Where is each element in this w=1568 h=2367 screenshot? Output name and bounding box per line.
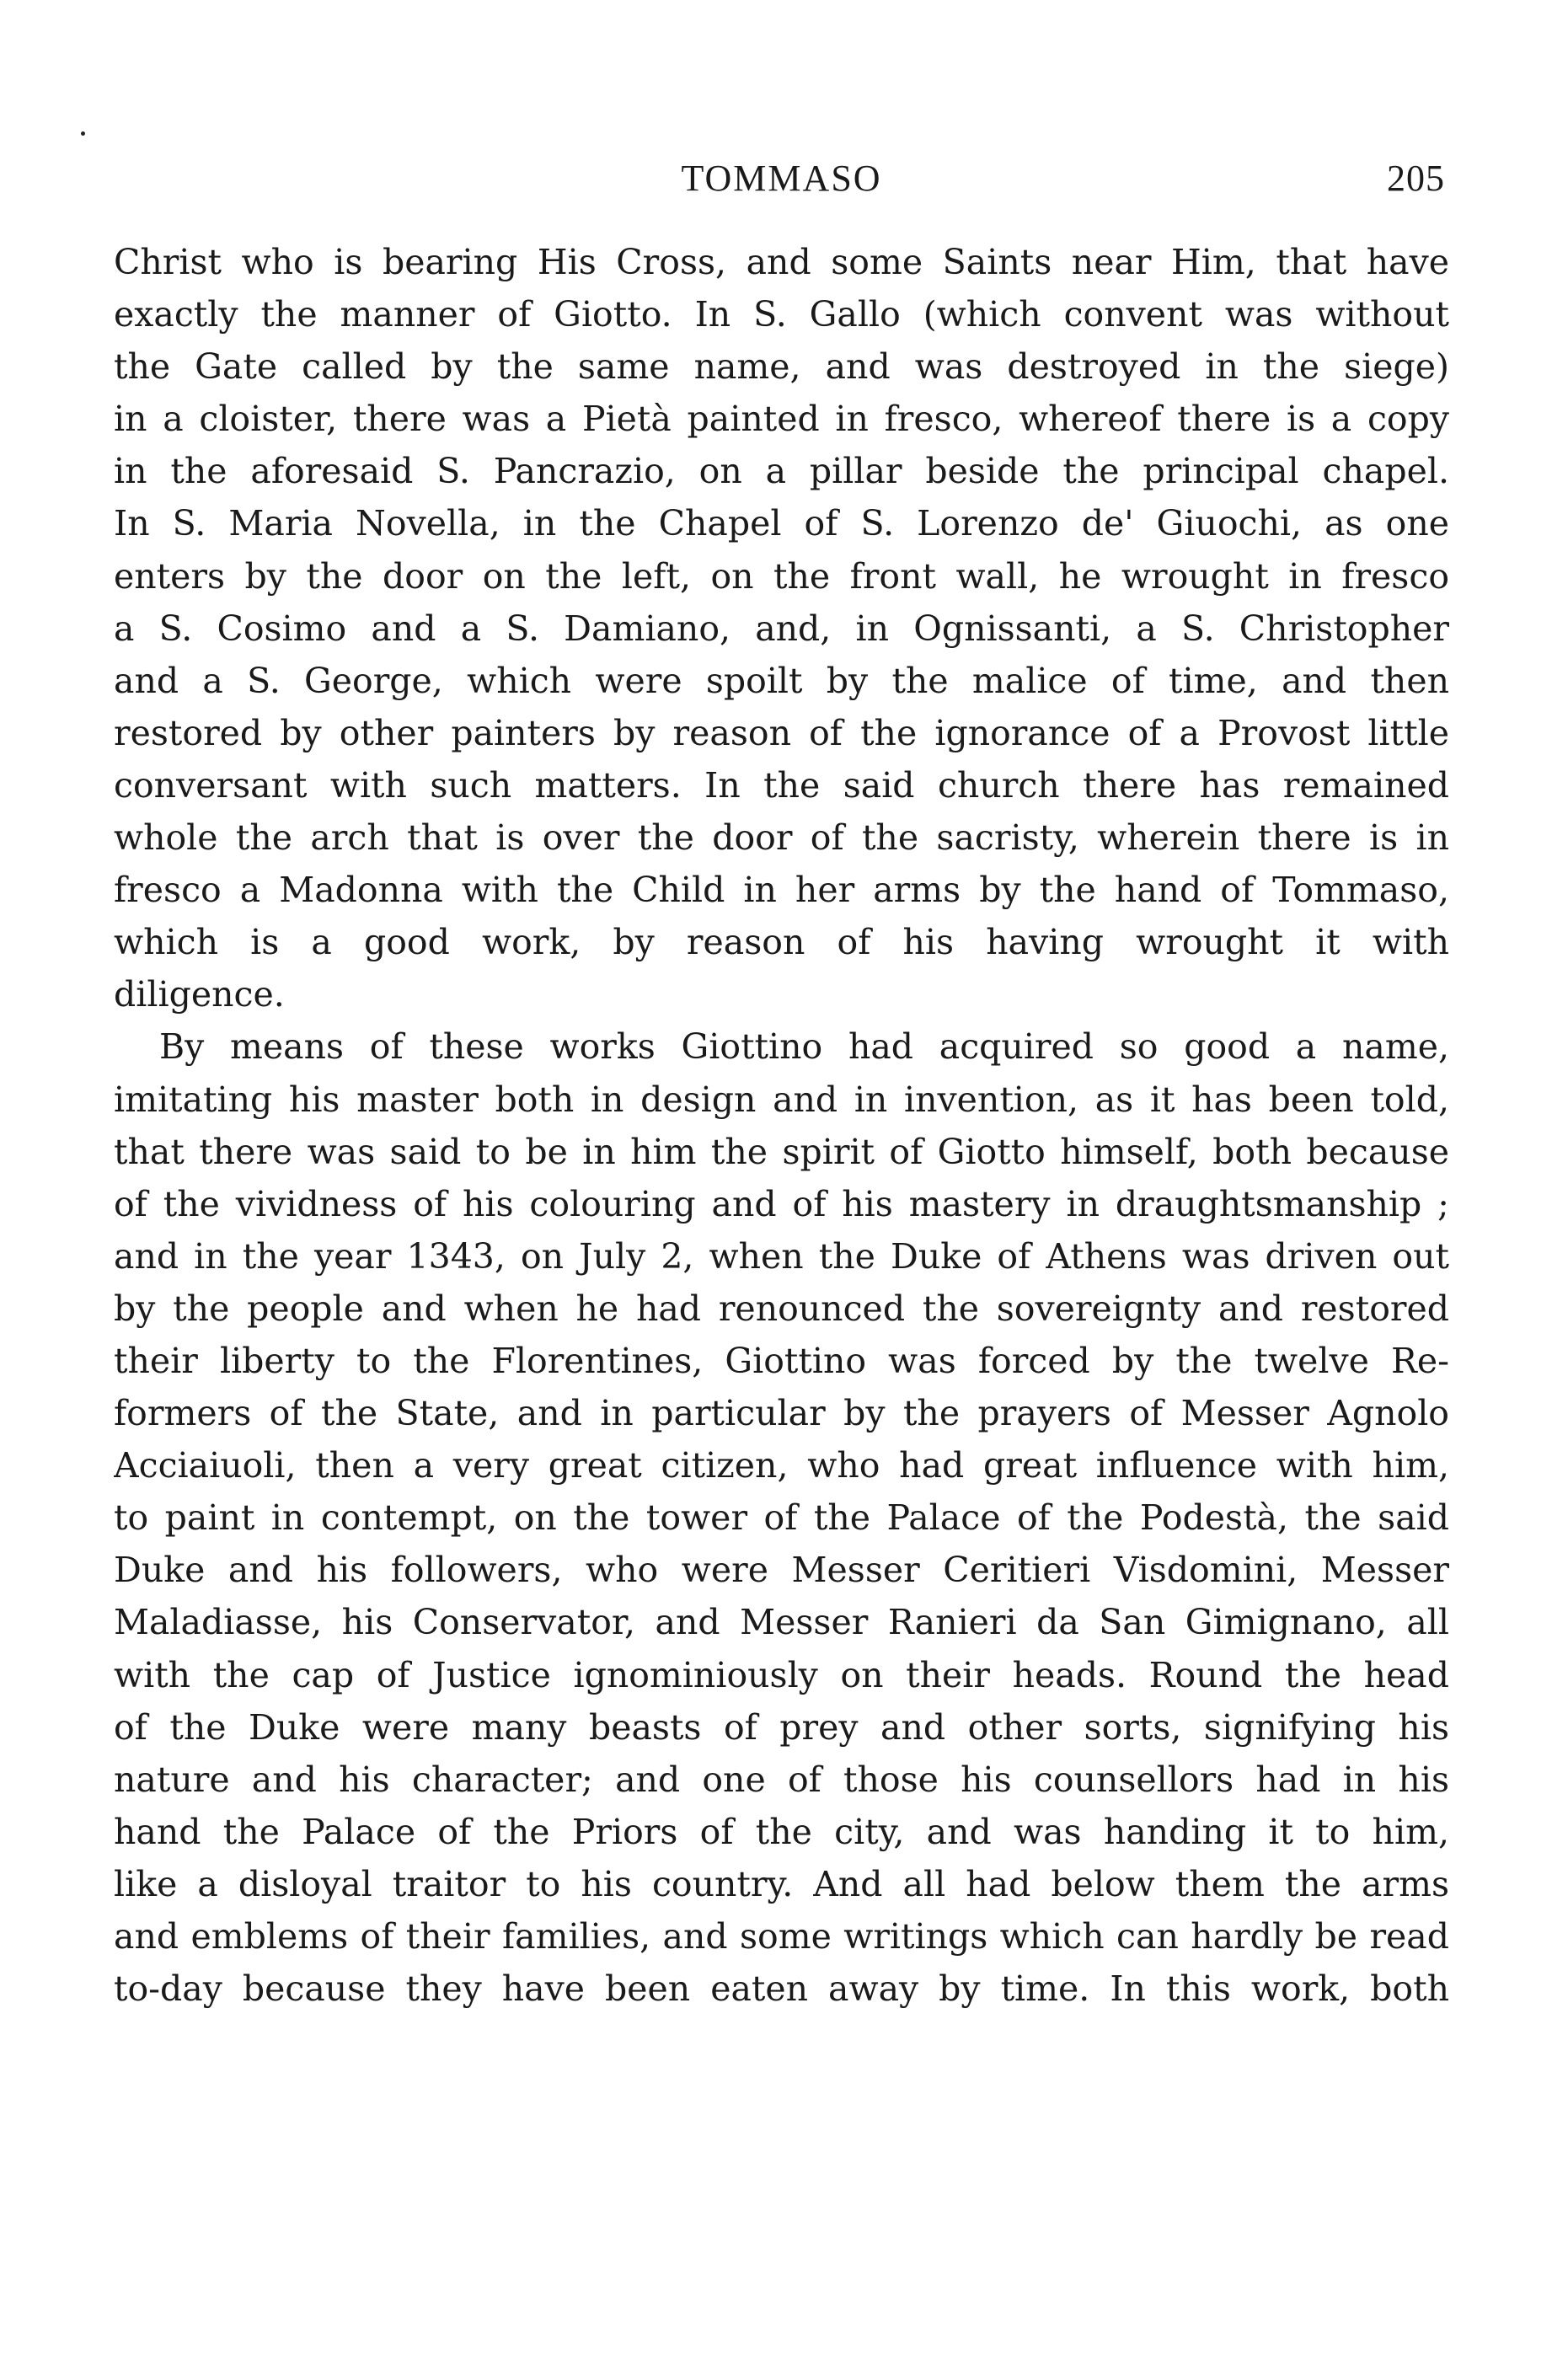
text-line: of the Duke were many beasts of prey and other sorts, signifying his [114,1706,1449,1748]
text-line: nature and his character; and one of those his counsellors had in his [114,1759,1449,1800]
text-line: imitating his master both in design and in invention, as it has been told, [114,1079,1449,1120]
text-line: a S. Cosimo and a S. Damiano, and, in Ognissanti, a S. Christopher [114,608,1449,649]
text-line: Duke and his followers, who were Messer Ceritieri Visdomini, Messer [114,1550,1449,1591]
page-number: 205 [1387,158,1445,199]
text-line: Acciaiuoli, then a very great citizen, who had great influence with him, [114,1445,1449,1486]
text-line: exactly the manner of Giotto. In S. Gallo (which convent was without [114,294,1449,335]
text-line: and a S. George, which were spoilt by the malice of time, and then [114,660,1449,701]
running-title: TOMMASO [681,158,882,199]
text-line: to paint in contempt, on the tower of the Palace of the Podestà, the said [114,1497,1449,1539]
text-line: Maladiasse, his Conservator, and Messer Ranieri da San Gimignano, all [114,1602,1449,1643]
text-line: in the aforesaid S. Pancrazio, on a pillar beside the principal chapel. [114,451,1449,492]
body-text [114,236,1449,2015]
text-line: formers of the State, and in particular by the prayers of Messer Agnolo [114,1393,1449,1434]
text-line: to-day because they have been eaten away by time. In this work, both [114,1968,1449,2010]
stray-ink-mark [81,131,85,136]
text-line: that there was said to be in him the spirit of Giotto himself, both because [114,1131,1449,1172]
text-line: with the cap of Justice ignominiously on their heads. Round the head [114,1654,1449,1695]
running-head [118,153,1445,204]
text-line: whole the arch that is over the door of the sacristy, wherein there is in [114,817,1449,859]
text-line: conversant with such matters. In the said church there has remained [114,764,1449,806]
text-line: in a cloister, there was a Pietà painted in fresco, whereof there is a copy [114,399,1449,440]
text-line: the Gate called by the same name, and was destroyed in the siege) [114,346,1449,388]
text-line: which is a good work, by reason of his having wrought it with [114,922,1449,963]
text-line: By means of these works Giottino had acquired so good a name, [159,1026,1449,1068]
text-line: and in the year 1343, on July 2, when the Duke of Athens was driven out [114,1235,1449,1277]
text-line: and emblems of their families, and some writings which can hardly be read [114,1916,1449,1957]
text-line: like a disloyal traitor to his country. And all had below them the arms [114,1863,1449,1904]
text-line: of the vividness of his colouring and of his mastery in draughtsmanship ; [114,1183,1449,1224]
text-line: by the people and when he had renounced the sovereignty and restored [114,1288,1449,1329]
text-line: hand the Palace of the Priors of the city, and was handing it to him, [114,1811,1449,1852]
text-line: enters by the door on the left, on the front wall, he wrought in fresco [114,555,1449,597]
text-line: Christ who is bearing His Cross, and some Saints near Him, that have [114,242,1449,282]
text-line: fresco a Madonna with the Child in her arms by the hand of Tommaso, [114,870,1449,911]
text-line: diligence. [114,974,285,1015]
text-line: In S. Maria Novella, in the Chapel of S. Lorenzo de' Giuochi, as one [114,503,1449,544]
text-line: restored by other painters by reason of the ignorance of a Provost little [114,712,1449,753]
text-line: their liberty to the Florentines, Giottino was forced by the twelve Re- [114,1340,1449,1381]
